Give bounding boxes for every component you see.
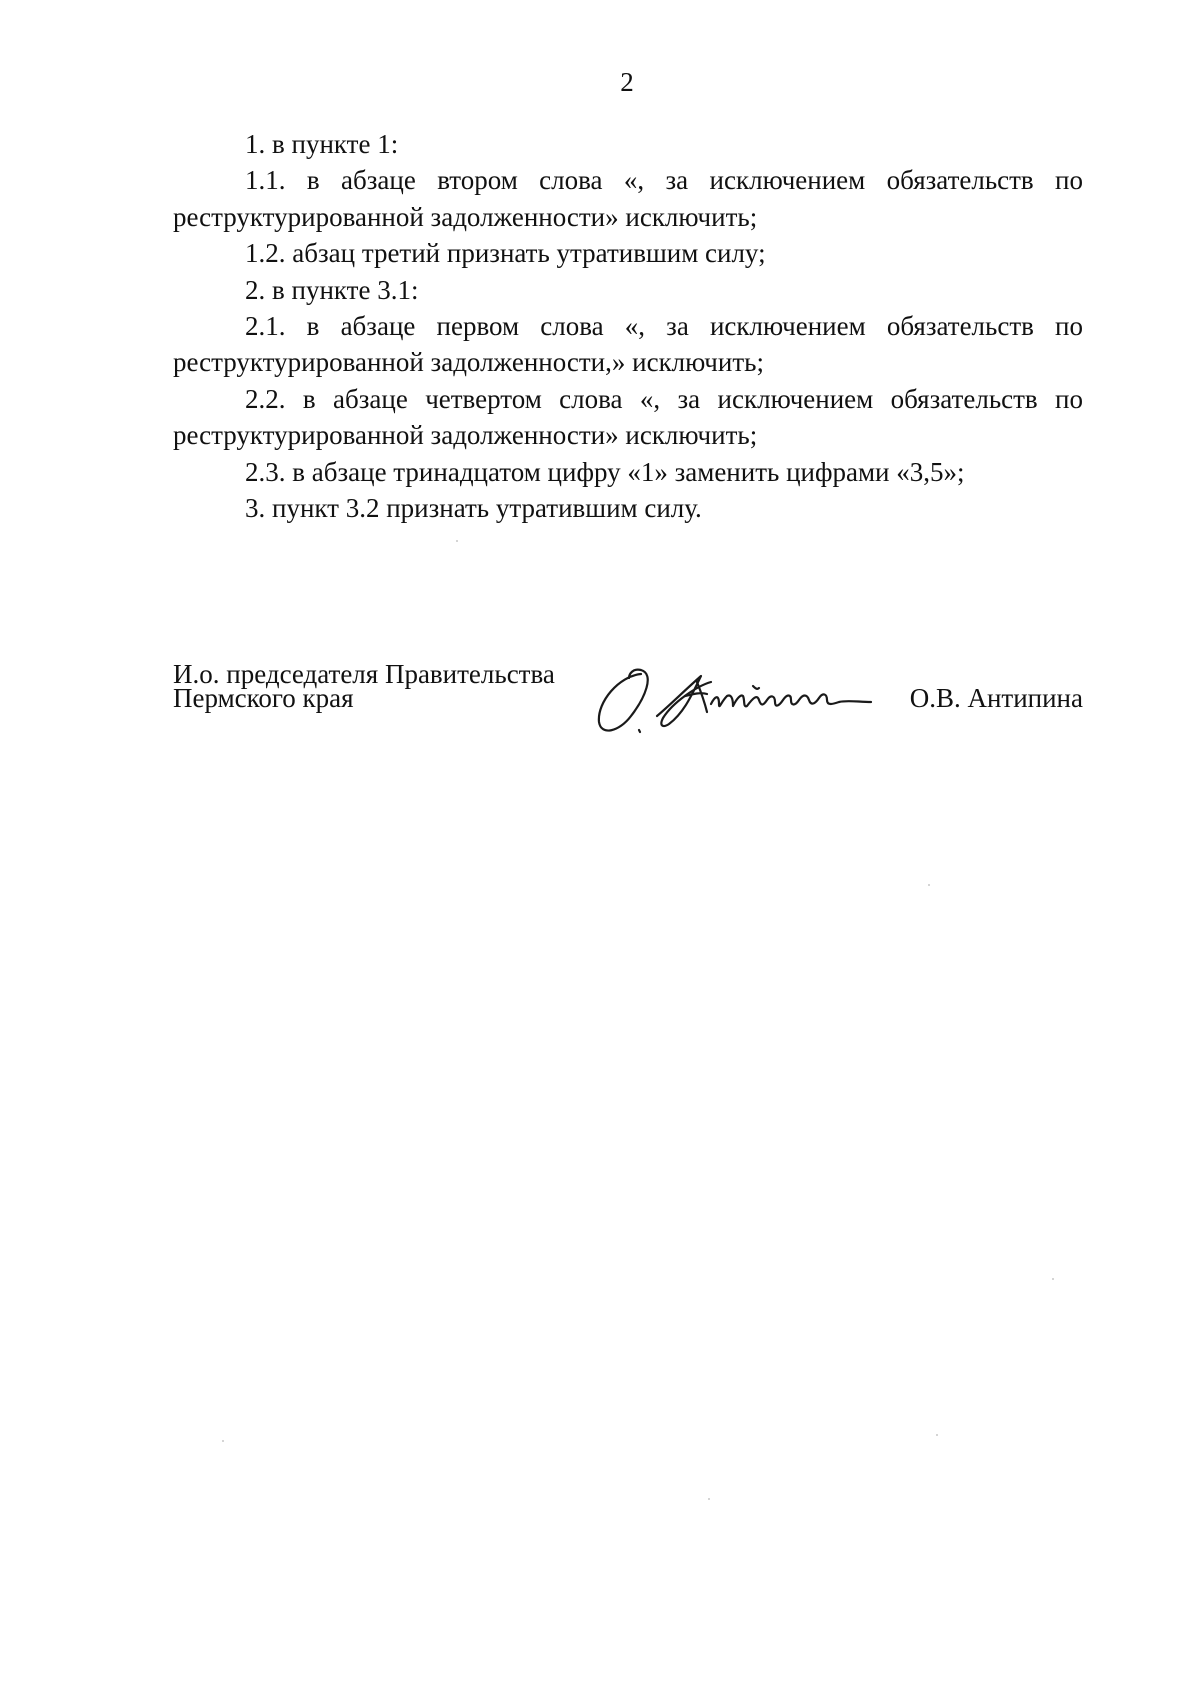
page-number: 2: [620, 67, 634, 97]
signer-title-line-2: Пермского края: [173, 683, 354, 713]
signature-block: [173, 659, 1083, 742]
scan-speck: [1052, 1278, 1054, 1280]
document-body: [173, 126, 1083, 526]
scan-speck: [936, 1434, 938, 1436]
scan-speck: [456, 540, 458, 542]
scan-speck: [928, 884, 930, 886]
paragraph-1: 1. в пункте 1:: [245, 129, 399, 159]
scan-speck: [708, 1498, 710, 1500]
paragraph-2: 2. в пункте 3.1:: [245, 274, 419, 305]
paragraph-2-3: 2.3. в абзаце тринадцатом цифру «1» заменить цифрами «3,5»;: [245, 456, 965, 487]
paragraph-3: 3. пункт 3.2 признать утратившим силу.: [245, 493, 702, 524]
paragraph-2-2: 2.2. в абзаце четвертом слова «, за исключением обязательств по реструктурированной задолженности» исключить;: [173, 383, 1083, 451]
scan-speck: [222, 1440, 224, 1442]
signer-name: О.В. Антипина: [909, 683, 1083, 713]
paragraph-2-1: 2.1. в абзаце первом слова «, за исключением обязательств по реструктурированной задолженности,» исключить;: [173, 311, 1083, 378]
signer-title: [173, 659, 555, 713]
handwritten-signature: [589, 652, 909, 742]
paragraph-1-1: 1.1. в абзаце втором слова «, за исключением обязательств по реструктурированной задолженности» исключить;: [173, 165, 1083, 232]
signer-title-line-1: И.о. председателя Правительства: [173, 659, 555, 689]
paragraph-1-2: 1.2. абзац третий признать утратившим силу;: [245, 238, 766, 269]
